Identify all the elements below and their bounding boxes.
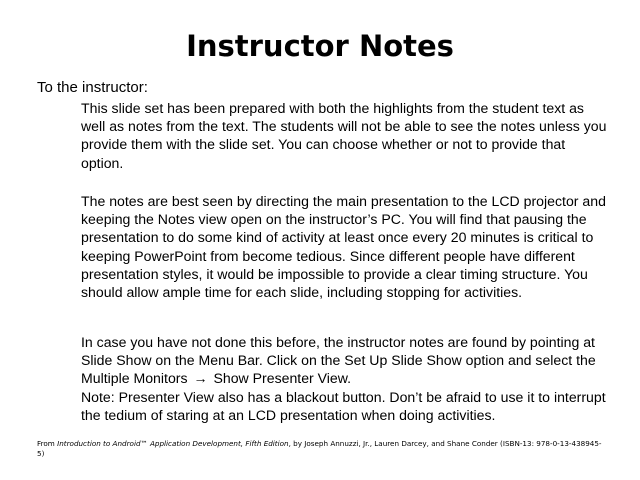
- footer-prefix: From: [37, 439, 58, 448]
- paragraph-note: Note: Presenter View also has a blackout button. Don’t be afraid to use it to interrupt the tedium of staring at an LCD presentation when doing activities.: [81, 389, 606, 424]
- footer-citation: [37, 439, 602, 459]
- paragraph-slide-set: This slide set has been prepared with both the highlights from the student text as well as notes from the text. The students will not be able to see the notes unless you provide them with the slide set. You can choose whether or not to provide that option.: [81, 100, 607, 171]
- paragraph-presentation-tips: The notes are best seen by directing the main presentation to the LCD projector and keeping the Notes view open on the instructor’s PC. You will find that pausing the presentation to do some kind of activity at least once every 20 minutes is critical to keeping PowerPoint from become tedious. Since different people have different presentation styles, it would be impossible to provide a clear timing structure. You should allow ample time for each slide, including stopping for activities.: [81, 193, 606, 301]
- menu-instructions-text: In case you have not done this before, the instructor notes are found by pointing at Slide Show on the Menu Bar. Click on the Set Up Slide Show option and select the Multiple Monitors: [81, 334, 596, 387]
- intro-text: To the instructor:: [37, 79, 148, 96]
- right-arrow-icon: →: [193, 370, 208, 387]
- footer-book-title: Introduction to Android™ Application Development, Fifth Edition: [57, 439, 289, 448]
- slide-title: Instructor Notes: [186, 29, 454, 63]
- menu-instructions-end: Show Presenter View.: [213, 370, 352, 387]
- paragraph-menu-instructions: [81, 333, 611, 388]
- footer-suffix: , by Joseph Annuzzi, Jr., Lauren Darcey, and Shane Conder (ISBN-13: 978-0-13-438945-5): [37, 439, 602, 458]
